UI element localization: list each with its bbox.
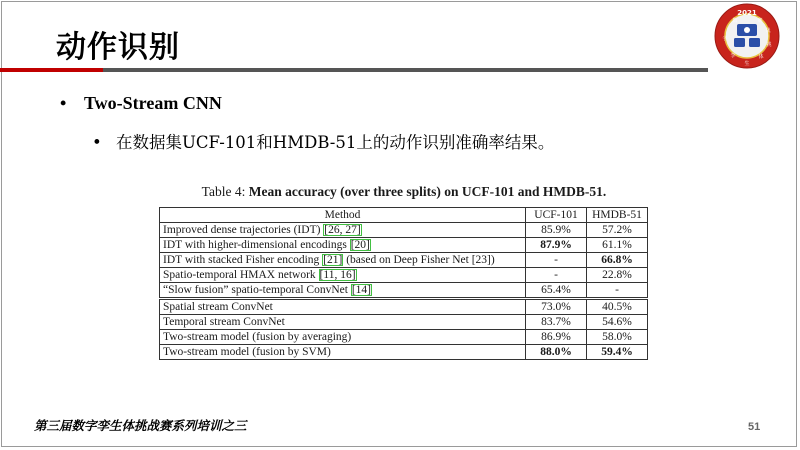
method-cell: [160, 268, 526, 283]
ucf-cell: 83.7%: [526, 315, 587, 330]
table-row: [160, 223, 648, 238]
title-underline: [0, 68, 708, 72]
method-text: “Slow fusion” spatio-temporal ConvNet: [163, 284, 351, 296]
method-text: IDT with stacked Fisher encoding: [163, 254, 323, 266]
hmdb-cell: 58.0%: [587, 330, 648, 345]
slide-footer: 第三届数字孪生体挑战赛系列培训之三: [34, 418, 247, 433]
hmdb-cell: 66.8%: [587, 253, 648, 268]
table-row: [160, 330, 648, 345]
bullet-marker: •: [60, 93, 67, 113]
citation-link[interactable]: [21]: [323, 254, 343, 266]
header-hmdb51: HMDB-51: [587, 208, 648, 223]
table-caption-title: Mean accuracy (over three splits) on UCF-101 and HMDB-51.: [248, 184, 607, 199]
logo-ring-char: 战: [765, 28, 771, 34]
citation-link[interactable]: [20]: [350, 239, 370, 251]
results-table: [159, 207, 648, 360]
logo-ring-char: 数: [732, 18, 738, 24]
method-cell: Two-stream model (fusion by SVM): [160, 345, 526, 360]
page-number: 51: [748, 421, 761, 433]
ucf-cell: 87.9%: [526, 238, 587, 253]
logo-ring-char: 体: [758, 54, 764, 60]
method-cell: [160, 253, 526, 268]
table-row: [160, 283, 648, 299]
method-text: IDT with higher-dimensional encodings: [163, 239, 350, 251]
title-underline-accent: [0, 68, 103, 72]
bullet-marker: •: [92, 133, 102, 152]
ucf-cell: 88.0%: [526, 345, 587, 360]
method-text: Spatio-temporal HMAX network: [163, 269, 319, 281]
logo-year: 2021: [737, 9, 757, 17]
logo-ring-char: 赛: [757, 18, 763, 24]
citation-link[interactable]: [26, 27]: [324, 224, 361, 236]
slide-title: 动作识别: [56, 30, 180, 65]
hmdb-cell: 61.1%: [587, 238, 648, 253]
hmdb-cell: 22.8%: [587, 268, 648, 283]
bullet-text: Two-Stream CNN: [84, 93, 222, 113]
logo-ring-char: 挑: [766, 42, 772, 48]
ucf-cell: 73.0%: [526, 299, 587, 315]
bullet-text: 在数据集UCF-101和HMDB-51上的动作识别准确率结果。: [116, 133, 555, 152]
logo-ring-char: 字: [722, 36, 728, 42]
table-caption-prefix: Table 4:: [201, 184, 249, 199]
ucf-cell: 86.9%: [526, 330, 587, 345]
ucf-cell: 85.9%: [526, 223, 587, 238]
method-cell: [160, 238, 526, 253]
hmdb-cell: 59.4%: [587, 345, 648, 360]
method-cell: Temporal stream ConvNet: [160, 315, 526, 330]
method-cell: [160, 223, 526, 238]
bullet-two-stream: [60, 93, 222, 114]
method-text: Improved dense trajectories (IDT): [163, 224, 324, 236]
method-cell: [160, 283, 526, 299]
hmdb-cell: -: [587, 283, 648, 299]
method-cell: Two-stream model (fusion by averaging): [160, 330, 526, 345]
table-row: [160, 345, 648, 360]
header-ucf101: UCF-101: [526, 208, 587, 223]
hmdb-cell: 40.5%: [587, 299, 648, 315]
citation-link[interactable]: [11, 16]: [319, 269, 356, 281]
table-row: [160, 315, 648, 330]
method-cell: Spatial stream ConvNet: [160, 299, 526, 315]
competition-logo-icon: [713, 2, 781, 70]
ucf-cell: 65.4%: [526, 283, 587, 299]
hmdb-cell: 54.6%: [587, 315, 648, 330]
hmdb-cell: 57.2%: [587, 223, 648, 238]
method-text-suffix: (based on Deep Fisher Net [23]): [343, 254, 495, 266]
ucf-cell: -: [526, 268, 587, 283]
table-row: [160, 253, 648, 268]
ucf-cell: -: [526, 253, 587, 268]
table-row: [160, 268, 648, 283]
logo-ring-char: 孪: [730, 53, 736, 59]
logo-ring-char: 生: [744, 61, 750, 67]
citation-link[interactable]: [14]: [351, 284, 371, 296]
table-row: [160, 238, 648, 253]
table-caption: [174, 184, 634, 200]
header-method: Method: [160, 208, 526, 223]
table-header-row: [160, 208, 648, 223]
table-row: [160, 299, 648, 315]
bullet-dataset-results: [92, 129, 554, 153]
